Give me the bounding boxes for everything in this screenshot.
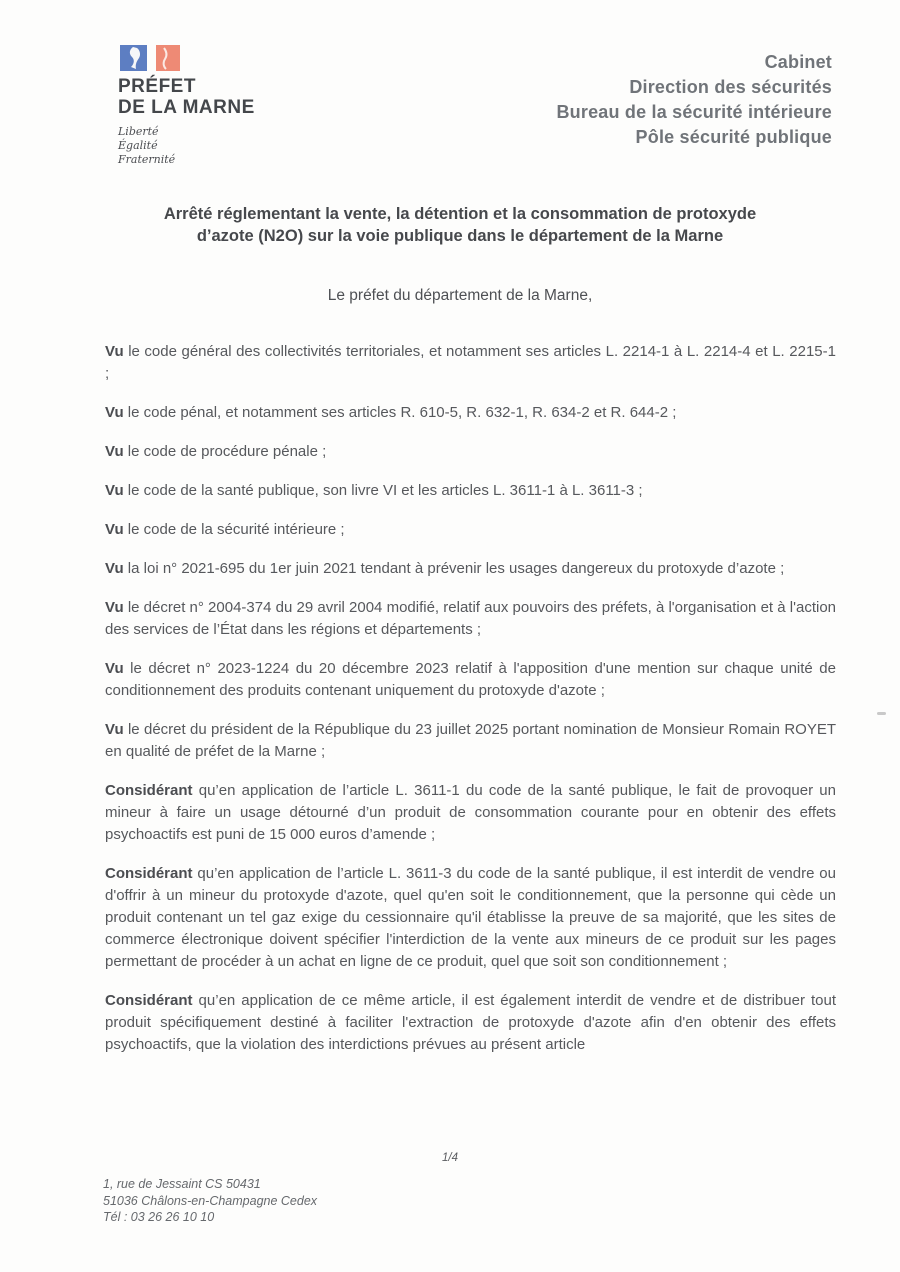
recital-lead: Vu	[105, 343, 124, 360]
recital-text: qu’en application de l’article L. 3611-3 du code de la santé publique, il est interdit de vendre ou d'offrir à un mineur du protoxyde d'azote, quel qu'en soit le conditionnement, que la personne qui cède un produit contenant un tel gaz exige du cessionnaire qu'il établisse la preuve de sa majorité, que les sites de commerce électronique doivent spécifier l'interdiction de la vente aux mineurs de ce produit sur les pages permettant de procéder à un achat en ligne de ce produit, quel que soit son conditionnement ;	[105, 865, 836, 970]
address-line-city: 51036 Châlons-en-Champagne Cedex	[103, 1193, 318, 1208]
recital-paragraph	[105, 597, 836, 641]
motto-egalite: Égalité	[118, 139, 158, 152]
recital-paragraph	[105, 863, 836, 973]
prefecture-logo	[118, 44, 338, 167]
recital-paragraph	[105, 519, 836, 541]
salutation: Le préfet du département de la Marne,	[327, 287, 593, 304]
logo-motto	[118, 125, 338, 167]
scan-artifact	[877, 712, 886, 715]
recital-text: le code général des collectivités territoriales, et notamment ses articles L. 2214-1 à L. 2214-4 et L. 2215-1 ;	[105, 343, 836, 382]
issuing-service	[352, 50, 832, 150]
recital-lead: Vu	[105, 482, 124, 499]
recital-lead: Vu	[105, 443, 124, 460]
recital-text: le code de la sécurité intérieure ;	[127, 521, 345, 538]
recital-lead: Vu	[105, 521, 124, 538]
recital-text: qu’en application de ce même article, il est également interdit de vendre et de distribuer tout produit spécifiquement destiné à faciliter l'extraction de protoxyde d'azote afin d'en obtenir des effets psychoactifs, que la violation des interdictions prévues au présent article	[105, 992, 836, 1053]
document-body	[105, 341, 836, 1073]
recital-lead: Vu	[105, 599, 124, 616]
motto-liberte: Liberté	[118, 125, 159, 138]
service-line-pole: Pôle sécurité publique	[635, 127, 832, 147]
marianne-flag-icon	[120, 44, 186, 72]
document-title-line1: Arrêté réglementant la vente, la détention et la consommation de protoxyde	[163, 205, 757, 223]
logo-title-line2: DE LA MARNE	[118, 97, 255, 118]
document-title	[100, 203, 820, 247]
recital-text: qu’en application de l’article L. 3611-1 du code de la santé publique, le fait de provoquer un mineur à faire un usage détourné d’un produit de consommation courante pour en obtenir des effets psychoactifs est puni de 15 000 euros d’amende ;	[105, 782, 836, 843]
recital-paragraph	[105, 341, 836, 385]
recital-lead: Vu	[105, 660, 124, 677]
address-line-phone: Tél : 03 26 26 10 10	[103, 1210, 215, 1224]
recital-paragraph	[105, 480, 836, 502]
logo-title-line1: PRÉFET	[118, 76, 196, 97]
recital-text: le décret n° 2023-1224 du 20 décembre 2023 relatif à l'apposition d'une mention sur chaque unité de conditionnement des produits contenant uniquement du protoxyde d'azote ;	[105, 660, 836, 699]
recital-paragraph	[105, 719, 836, 763]
recital-paragraph	[105, 558, 836, 580]
recital-lead: Considérant	[105, 782, 193, 799]
recital-lead: Vu	[105, 560, 124, 577]
logo-title	[118, 76, 338, 118]
recital-text: le décret du président de la République du 23 juillet 2025 portant nomination de Monsieur Romain ROYET en qualité de préfet de la Marne ;	[105, 721, 836, 760]
page-number: 1/4	[442, 1152, 458, 1164]
recital-text: le décret n° 2004-374 du 29 avril 2004 modifié, relatif aux pouvoirs des préfets, à l'organisation et à l'action des services de l’État dans les régions et départements ;	[105, 599, 837, 638]
recital-paragraph	[105, 780, 836, 846]
address-line-street: 1, rue de Jessaint CS 50431	[103, 1177, 261, 1191]
recital-paragraph	[105, 441, 836, 463]
recital-paragraph	[105, 402, 836, 424]
recital-paragraph	[105, 990, 836, 1056]
service-line-direction: Direction des sécurités	[629, 77, 832, 97]
recital-lead: Considérant	[105, 865, 193, 882]
recital-text: le code de procédure pénale ;	[127, 443, 327, 460]
motto-fraternite: Fraternité	[118, 153, 176, 166]
recital-text: le code de la santé publique, son livre VI et les articles L. 3611-1 à L. 3611-3 ;	[127, 482, 643, 499]
recital-text: le code pénal, et notamment ses articles R. 610-5, R. 632-1, R. 634-2 et R. 644-2 ;	[127, 404, 677, 421]
recital-lead: Vu	[105, 721, 124, 738]
recital-paragraph	[105, 658, 836, 702]
recital-lead: Considérant	[105, 992, 193, 1009]
recital-text: la loi n° 2021-695 du 1er juin 2021 tendant à prévenir les usages dangereux du protoxyde d’azote ;	[127, 560, 785, 577]
document-title-line2: d’azote (N2O) sur la voie publique dans le département de la Marne	[196, 227, 724, 245]
service-line-bureau: Bureau de la sécurité intérieure	[556, 102, 832, 122]
service-line-cabinet: Cabinet	[764, 52, 832, 72]
recital-lead: Vu	[105, 404, 124, 421]
footer-address	[103, 1176, 317, 1226]
